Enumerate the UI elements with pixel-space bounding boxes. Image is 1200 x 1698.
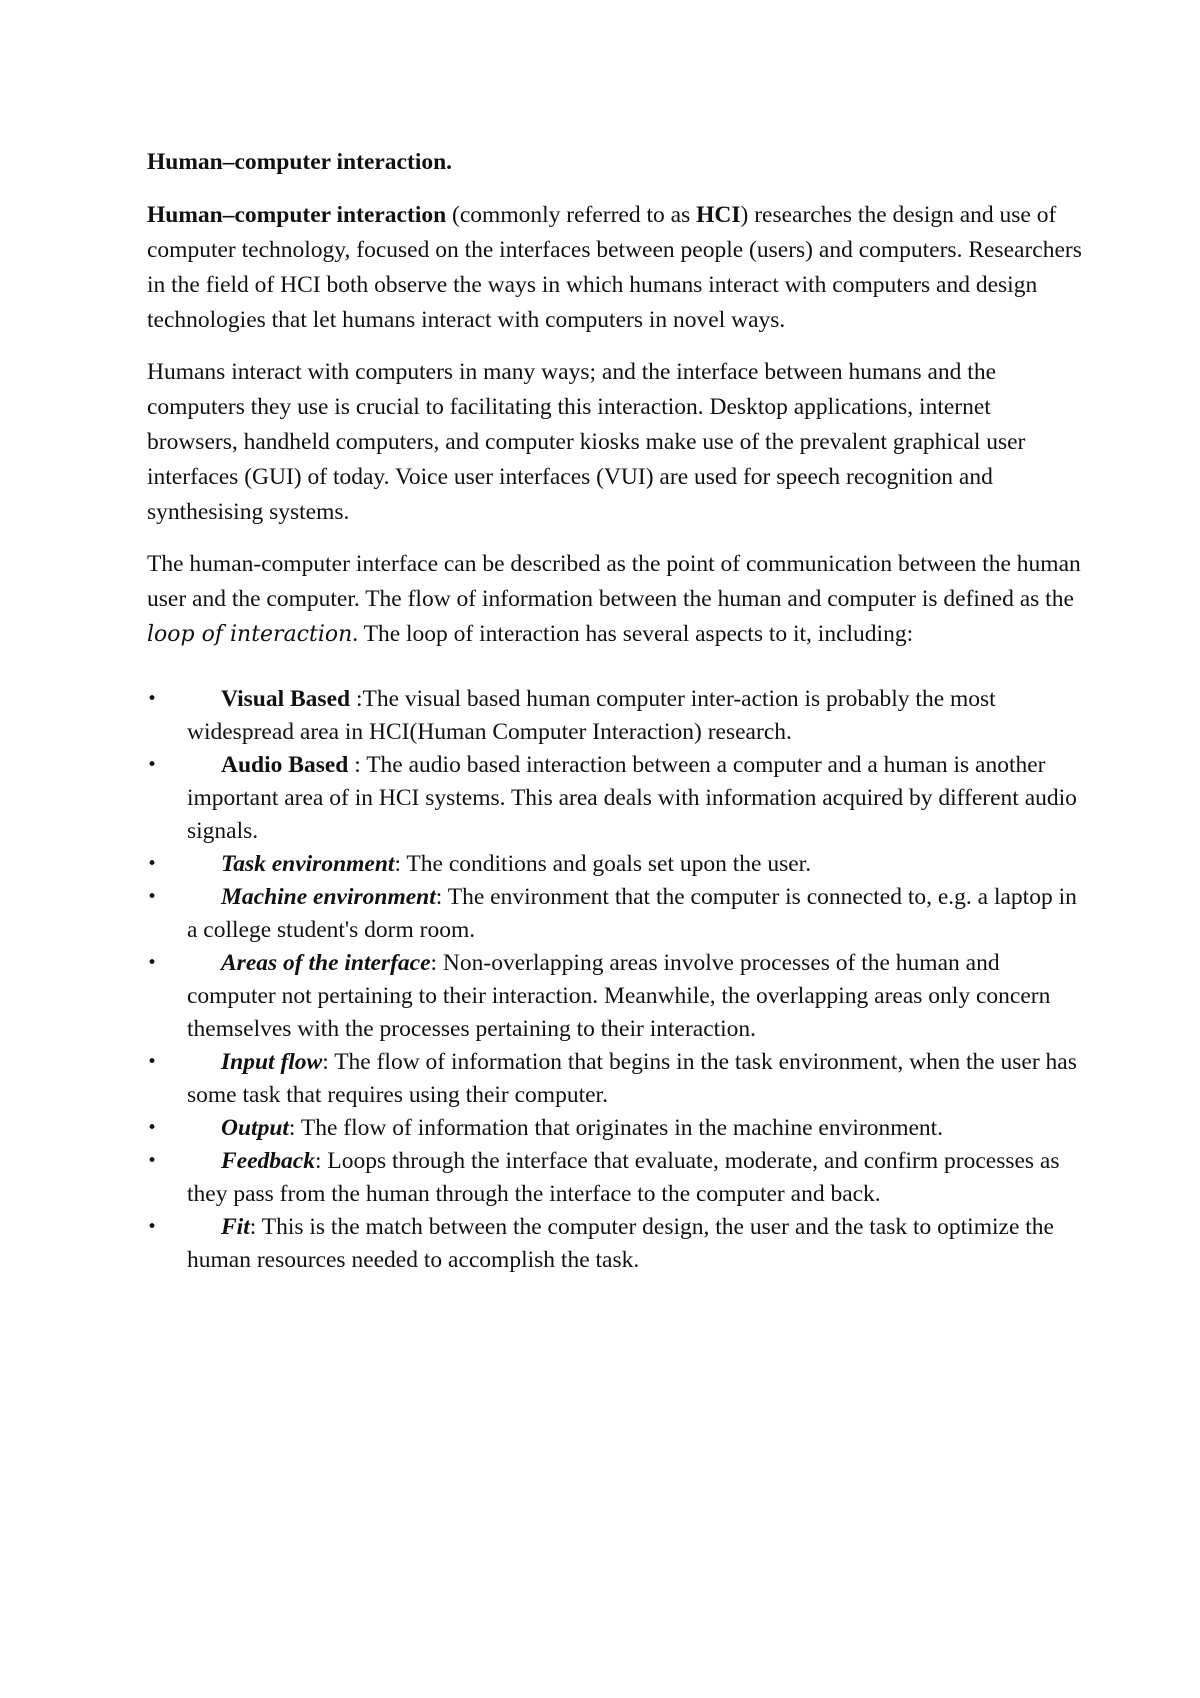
paragraph-loop-of-interaction xyxy=(147,547,1087,652)
aspect-term: Feedback xyxy=(221,1148,315,1174)
bullet-icon: • xyxy=(147,1052,158,1072)
loop-of-interaction-term: loop of interaction xyxy=(147,622,353,647)
aspect-description: : Loops through the interface that evaluate, moderate, and confirm processes as they pass from the human through the interface to the computer and back. xyxy=(187,1148,1060,1207)
list-item xyxy=(147,683,1087,749)
bullet-icon: • xyxy=(147,1151,158,1171)
aspect-term: Visual Based xyxy=(221,686,356,712)
paragraph-text: ) researches the design and use of computer technology, focused on the interfaces between people (users) and computers. Researchers in the field of HCI both observe the ways in which humans interact with computers and design technologies that let humans interact with computers in novel ways. xyxy=(147,202,1082,333)
list-item xyxy=(147,1211,1087,1277)
bullet-icon: • xyxy=(147,953,158,973)
hci-acronym: HCI xyxy=(696,202,741,228)
aspect-description: : The flow of information that originates in the machine environment. xyxy=(288,1115,944,1141)
aspect-term: Machine environment xyxy=(221,884,436,910)
aspect-description: :The visual based human computer inter-action is probably the most widespread area in HCI(Human Computer Interaction) research. xyxy=(187,686,996,745)
bullet-icon: • xyxy=(147,1217,158,1237)
aspect-description: : This is the match between the computer design, the user and the task to optimize the human resources needed to accomplish the task. xyxy=(187,1214,1054,1273)
aspect-description: : The environment that the computer is connected to, e.g. a laptop in a college student's dorm room. xyxy=(187,884,1077,943)
bullet-icon: • xyxy=(147,689,158,709)
aspect-description: : Non-overlapping areas involve processes of the human and computer not pertaining to their interaction. Meanwhile, the overlapping areas only concern themselves with the processes pertaining to their interaction. xyxy=(187,950,1051,1042)
paragraph-text: The human-computer interface can be described as the point of communication between the human user and the computer. The flow of information between the human and computer is defined as the xyxy=(147,551,1081,612)
aspect-term: Input flow xyxy=(221,1049,323,1075)
list-item xyxy=(147,1145,1087,1211)
paragraph-interaction-ways: Humans interact with computers in many ways; and the interface between humans and the computers they use is crucial to facilitating this interaction. Desktop applications, internet browsers, handheld computers, and computer kiosks make use of the prevalent graphical user interfaces (GUI) of today. Voice user interfaces (VUI) are used for speech recognition and synthesising systems. xyxy=(147,359,1026,525)
aspect-description: : The audio based interaction between a computer and a human is another important area of in HCI systems. This area deals with information acquired by different audio signals. xyxy=(187,752,1077,844)
aspect-term: Fit xyxy=(221,1214,250,1240)
aspect-description: : The conditions and goals set upon the user. xyxy=(394,851,812,877)
list-item xyxy=(147,749,1087,848)
document-page xyxy=(147,145,1087,1277)
paragraph-text: (commonly referred to as xyxy=(446,202,697,228)
list-item xyxy=(147,1112,1087,1145)
list-item xyxy=(147,947,1087,1046)
aspect-description: : The flow of information that begins in the task environment, when the user has some task that requires using their computer. xyxy=(187,1049,1077,1108)
aspect-term: Areas of the interface xyxy=(221,950,431,976)
list-item xyxy=(147,1046,1087,1112)
bullet-icon: • xyxy=(147,755,158,775)
bullet-icon: • xyxy=(147,1118,158,1138)
document-title: Human–computer interaction. xyxy=(147,149,453,175)
list-item xyxy=(147,881,1087,947)
bullet-icon: • xyxy=(147,854,158,874)
aspects-list xyxy=(147,683,1087,1277)
paragraph-text: . The loop of interaction has several aspects to it, including: xyxy=(352,621,914,647)
list-item xyxy=(147,848,1087,881)
paragraph-hci-definition xyxy=(147,198,1087,338)
bullet-icon: • xyxy=(147,887,158,907)
aspect-term: Task environment xyxy=(221,851,395,877)
hci-term: Human–computer interaction xyxy=(147,202,447,228)
aspect-term: Audio Based xyxy=(221,752,355,778)
aspect-term: Output xyxy=(221,1115,289,1141)
